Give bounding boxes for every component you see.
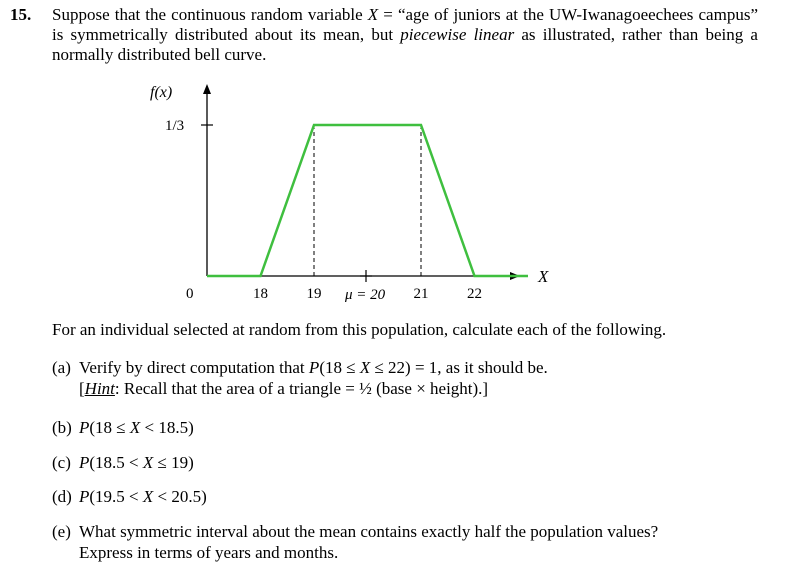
density-line <box>207 125 528 276</box>
part-d-text-1: (19.5 < <box>89 487 143 506</box>
part-e <box>52 521 758 563</box>
x-tick-label-22: 22 <box>467 286 482 302</box>
question-prompt: For an individual selected at random from this population, calculate each of the following. <box>52 320 667 339</box>
part-a-p: P <box>308 358 320 377</box>
part-e-label: (e) <box>52 522 71 541</box>
part-d-text-2: < 20.5) <box>153 487 207 506</box>
x-axis-label: X <box>538 267 549 286</box>
part-c-text-2: ≤ 19) <box>153 453 194 472</box>
part-b-p: P <box>79 418 90 437</box>
part-d <box>52 486 207 507</box>
x-tick-label-19: 19 <box>306 286 322 302</box>
part-d-label: (d) <box>52 487 72 506</box>
part-c-p: P <box>79 453 90 472</box>
part-d-x: X <box>142 487 154 506</box>
part-a-hint <box>52 378 548 399</box>
part-a-label: (a) <box>52 358 71 377</box>
y-tick-label: 1/3 <box>165 118 185 134</box>
part-a-text-3: (18 ≤ <box>319 358 360 377</box>
intro-text-2: = “age of juniors at the UW-Iwanagoeechees campus” is symmetrically distributed about its mean, but <box>52 5 758 44</box>
x-axis-arrow <box>510 272 520 280</box>
part-b <box>52 417 194 438</box>
part-c-x: X <box>142 453 154 472</box>
part-e-text-1: What symmetric interval about the mean contains exactly half the population values? <box>79 522 659 541</box>
part-a <box>52 357 548 399</box>
hint-open: [ <box>79 379 85 398</box>
hint-word: Hint <box>84 379 115 398</box>
part-b-label: (b) <box>52 418 72 437</box>
part-b-text-2: < 18.5) <box>140 418 194 437</box>
x-tick-label-21: 21 <box>413 286 429 302</box>
part-a-text-5: ≤ 22) = 1, as it should be. <box>370 358 548 377</box>
part-a-text-1: Verify by direct computation that <box>79 358 309 377</box>
intro-text-1: Suppose that the continuous random variable <box>52 5 368 24</box>
y-axis-label: f(x) <box>150 84 173 101</box>
intro-variable: X <box>367 5 379 24</box>
part-c-label: (c) <box>52 453 71 472</box>
intro-text-3: as illustrated, rather than being a normally distributed bell curve. <box>52 25 758 64</box>
part-e-text-2: Express in terms of years and months. <box>79 543 339 562</box>
hint-text: : Recall that the area of a triangle = ½ (base × height).] <box>114 379 489 398</box>
part-a-x: X <box>359 358 371 377</box>
x-tick-label-18: 18 <box>253 286 268 302</box>
y-axis-arrow <box>203 84 211 94</box>
part-b-text-1: (18 ≤ <box>89 418 130 437</box>
part-b-x: X <box>129 418 141 437</box>
problem-intro <box>52 5 758 65</box>
part-d-p: P <box>79 487 90 506</box>
problem-number: 15. <box>10 5 32 24</box>
part-c-text-1: (18.5 < <box>89 453 143 472</box>
mean-label: μ = 20 <box>345 287 386 303</box>
part-c <box>52 452 194 473</box>
x-tick-labels <box>253 286 482 302</box>
intro-emphasis: piecewise linear <box>400 25 515 44</box>
origin-label: 0 <box>186 286 194 302</box>
